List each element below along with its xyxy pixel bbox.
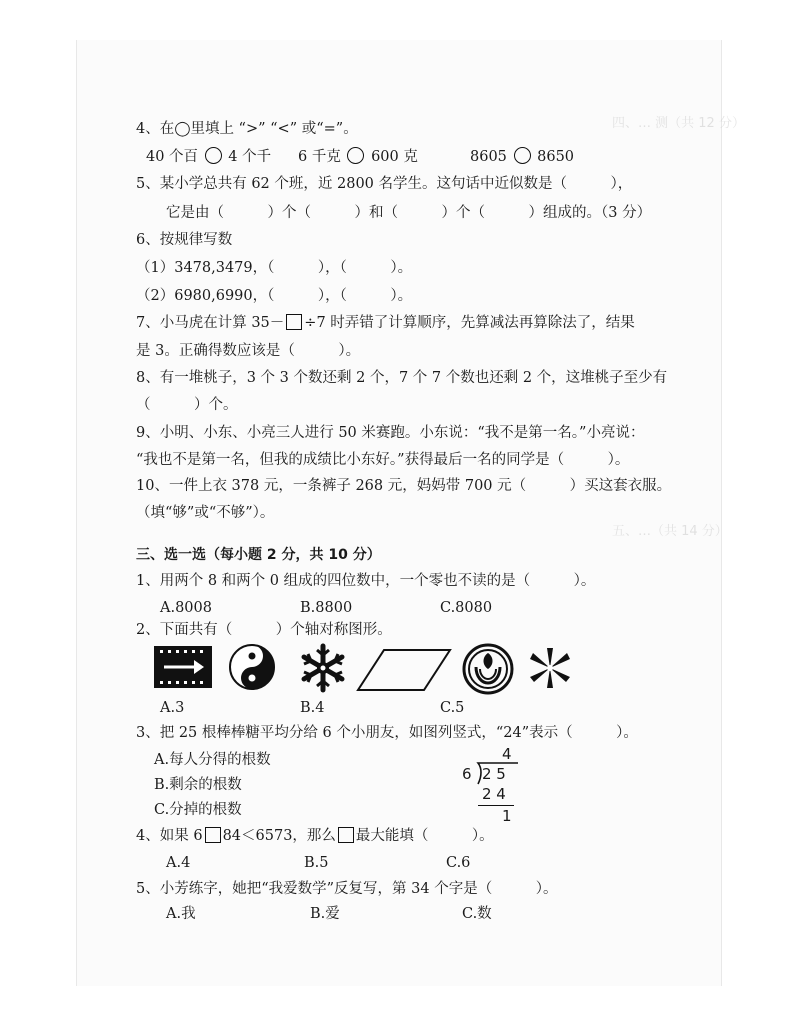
- remainder: 1: [502, 807, 512, 825]
- q6-stem: 6、按规律写数: [136, 232, 233, 248]
- bleed-through-text: 五、…（共 14 分）: [612, 524, 728, 539]
- bleed-through-text: 四、… 测（共 12 分）: [612, 116, 745, 131]
- answer-box[interactable]: [286, 314, 302, 330]
- q4-stem: 4、在◯里填上 “>” “<” 或“=”。: [136, 121, 358, 137]
- answer-circle[interactable]: [205, 147, 222, 164]
- q6-line2: （2）6980,6990，（ ），（ ）。: [136, 288, 413, 304]
- quotient: 4: [502, 745, 512, 763]
- q8-line2: （ ）个。: [136, 397, 238, 413]
- parallelogram-icon: [356, 648, 452, 692]
- q6-line1: （1）3478,3479，（ ），（ ）。: [136, 260, 413, 276]
- q7-line2: 是 3。正确得数应该是（ ）。: [136, 343, 361, 359]
- q10-line2: （填“够”或“不够”）。: [136, 505, 275, 521]
- c4-option-c[interactable]: C.6: [446, 855, 471, 871]
- c1-option-a[interactable]: A.8008: [160, 600, 212, 616]
- section3-title: 三、选一选（每小题 2 分，共 10 分）: [136, 547, 381, 563]
- c2-stem: 2、下面共有（ ）个轴对称图形。: [136, 622, 392, 638]
- divisor: 6: [462, 765, 472, 783]
- partial-product: 2 4: [482, 785, 506, 803]
- q7-line1: 7、小马虎在计算 35－ ÷7 时弄错了计算顺序，先算减法再算除法了，结果: [136, 315, 635, 331]
- c1-option-c[interactable]: C.8080: [440, 600, 493, 616]
- c2-option-a[interactable]: A.3: [160, 700, 185, 716]
- arrow-film-icon: [154, 646, 212, 688]
- c2-option-c[interactable]: C.5: [440, 700, 465, 716]
- q5-line2: 它是由（ ）个（ ）和（ ）个（ ）组成的。（3 分）: [166, 205, 652, 221]
- c3-option-b[interactable]: B.剩余的根数: [154, 777, 242, 793]
- q4-item-3: 8605 8650: [470, 149, 575, 165]
- q8-line1: 8、有一堆桃子，3 个 3 个数还剩 2 个，7 个 7 个数也还剩 2 个，这堆桃子至少有: [136, 370, 668, 386]
- answer-circle[interactable]: [514, 147, 531, 164]
- c1-option-b[interactable]: B.8800: [300, 600, 353, 616]
- q4-item-2: 6 千克 600 克: [298, 149, 418, 165]
- dividend: 2 5: [482, 765, 506, 783]
- c3-option-c[interactable]: C.分掉的根数: [154, 802, 242, 818]
- c5-option-a[interactable]: A.我: [166, 906, 196, 922]
- answer-box[interactable]: [205, 827, 221, 843]
- c4-option-b[interactable]: B.5: [304, 855, 329, 871]
- c5-stem: 5、小芳练字，她把“我爱数学”反复写，第 34 个字是（ ）。: [136, 881, 558, 897]
- q4-item-1: 40 个百 4 个千: [146, 149, 272, 165]
- q10-line1: 10、一件上衣 378 元，一条裤子 268 元，妈妈带 700 元（ ）买这套衣服。: [136, 478, 672, 494]
- c4-option-a[interactable]: A.4: [166, 855, 191, 871]
- c5-option-c[interactable]: C.数: [462, 906, 492, 922]
- c3-stem: 3、把 25 根棒棒糖平均分给 6 个小朋友，如图列竖式，“24”表示（ ）。: [136, 725, 638, 741]
- c3-option-a[interactable]: A.每人分得的根数: [154, 752, 271, 768]
- answer-circle[interactable]: [347, 147, 364, 164]
- snowflake-icon: [298, 643, 348, 693]
- q9-line1: 9、小明、小东、小亮三人进行 50 米赛跑。小东说：“我不是第一名。”小亮说：: [136, 425, 645, 441]
- yin-yang-icon: [228, 643, 276, 691]
- c5-option-b[interactable]: B.爱: [310, 906, 340, 922]
- c2-option-b[interactable]: B.4: [300, 700, 325, 716]
- hands-leaf-icon: [462, 643, 514, 695]
- star-burst-icon: [526, 644, 574, 692]
- answer-box[interactable]: [338, 827, 354, 843]
- q5-line1: 5、某小学总共有 62 个班，近 2800 名学生。这句话中近似数是（ ），: [136, 176, 633, 192]
- long-division-figure: [462, 745, 526, 828]
- division-rule: [478, 805, 514, 806]
- c4-stem: 4、如果 6 84＜6573，那么 最大能填（ ）。: [136, 828, 494, 844]
- c1-stem: 1、用两个 8 和两个 0 组成的四位数中，一个零也不读的是（ ）。: [136, 573, 596, 589]
- q9-line2: “我也不是第一名，但我的成绩比小东好。”获得最后一名的同学是（ ）。: [136, 452, 630, 468]
